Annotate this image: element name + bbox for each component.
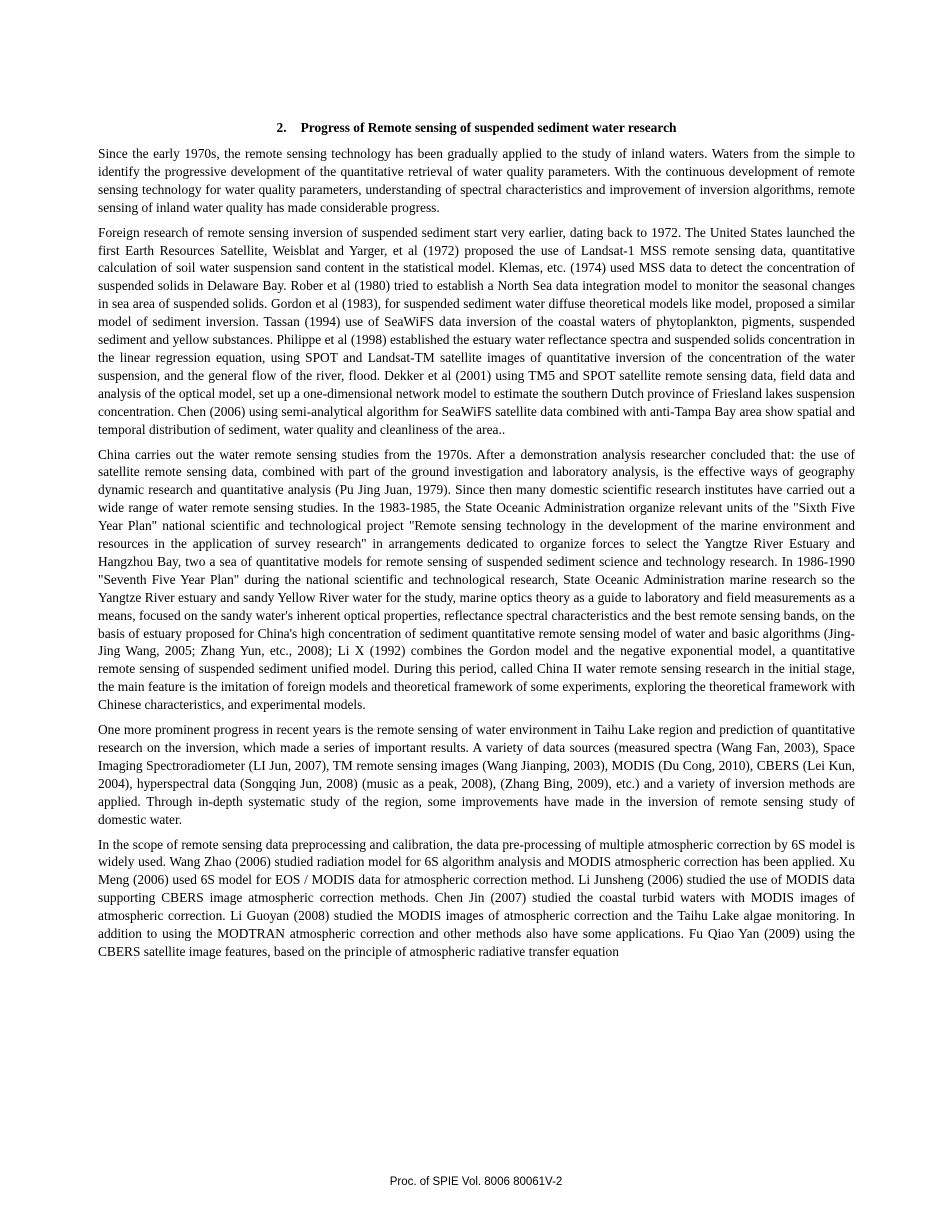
- paragraph-intro: Since the early 1970s, the remote sensing technology has been gradually applied to the study of inland waters. Waters from the simple to identify the progressive development of the quantitative retrieval of water quality parameters. With the continuous development of remote sensing technology for water quality parameters, understanding of spectral characteristics and improvement of inversion algorithms, remote sensing of inland water quality has made considerable progress.: [98, 146, 855, 215]
- page-body: [98, 119, 855, 968]
- paragraph-atmospheric-correction: In the scope of remote sensing data preprocessing and calibration, the data pre-processing of multiple atmospheric correction by 6S model is widely used. Wang Zhao (2006) studied radiation model for 6S algorithm analysis and MODIS atmospheric correction has been applied. Xu Meng (2006) used 6S model for EOS / MODIS data for atmospheric correction method. Li Junsheng (2006) studied the use of MODIS data supporting CBERS image atmospheric correction methods. Chen Jin (2007) studied the coastal turbid waters with MODIS images of atmospheric correction. Li Guoyan (2008) studied the MODIS images of atmospheric correction and the Taihu Lake algae monitoring. In addition to using the MODTRAN atmospheric correction and other methods also have some applications. Fu Qiao Yan (2009) using the CBERS satellite image features, based on the principle of atmospheric radiative transfer equation: [98, 836, 855, 959]
- paragraph-china-research: China carries out the water remote sensing studies from the 1970s. After a demonstration analysis researcher concluded that: the use of satellite remote sensing data, combined with part of the ground investigation and laboratory analysis, is the effective ways of geography dynamic research and quantitative analysis (Pu Jing Juan, 1979). Since then many domestic scientific research institutes have carried out a wide range of water remote sensing studies. In the 1983-1985, the State Oceanic Administration organize relevant units of the "Sixth Five Year Plan" national scientific and technological project "Remote sensing technology in the development of the marine environment and resources in the application of survey research" in arrangements dedicated to organize forces to select the Yangtze River Estuary and Hangzhou Bay, two a sea of quantitative models for remote sensing of suspended sediment science and technology research. In 1986-1990 "Seventh Five Year Plan" during the national scientific and technological research, State Oceanic Administration marine research so the Yangtze River estuary and sandy Yellow River water for the study, marine optics theory as a guide to laboratory and field measurements as a means, focused on the sandy water's inherent optical properties, reflectance spectral characteristics and the best remote sensing bands, on the basis of estuary proposed for China's high concentration of sediment quantitative remote sensing model of water and basic algorithms (Jing-Jing Wang, 2005; Zhang Yun, etc., 2008); Li X (1992) combines the Gordon model and the negative exponential model, a quantitative remote sensing of suspended sediment unified model. During this period, called China II water remote sensing research in the initial stage, the main feature is the imitation of foreign models and theoretical framework of some experiments, exploring the theoretical framework with Chinese characteristics, and experimental models.: [98, 446, 855, 713]
- paragraph-foreign-research: Foreign research of remote sensing inversion of suspended sediment start very earlier, dating back to 1972. The United States launched the first Earth Resources Satellite, Weisblat and Yarger, et al (1972) proposed the use of Landsat-1 MSS remote sensing data, quantitative calculation of soil water suspension sand content in the statistical model. Klemas, etc. (1974) used MSS data to detect the concentration of suspended solids in Delaware Bay. Rober et al (1980) tried to establish a North Sea data integration model to monitor the seasonal changes in sea area of suspended solids. Gordon et al (1983), for suspended sediment water diffuse theoretical models like model, proposed a similar model of sediment inversion. Tassan (1994) use of SeaWiFS data inversion of the coastal waters of phytoplankton, pigments, suspended sediment and yellow substances. Philippe et al (1998) established the estuary water reflectance spectra and suspended solids concentration in the linear regression equation, using SPOT and Landsat-TM satellite images of quantitative inversion of the concentration of the water suspension, and the general flow of the river, flood. Dekker et al (2001) using TM5 and SPOT satellite remote sensing data, field data and analysis of the optical model, set up a one-dimensional network model to estimate the southern Dutch province of Friesland lakes suspension concentration. Chen (2006) using semi-analytical algorithm for SeaWiFS satellite data combined with anti-Tampa Bay area show spatial and temporal distribution of sediment, water quality and cleanliness of the area..: [98, 224, 855, 437]
- section-number: 2.: [276, 120, 287, 135]
- page-footer: Proc. of SPIE Vol. 8006 80061V-2: [389, 1176, 563, 1188]
- paragraph-taihu-progress: One more prominent progress in recent years is the remote sensing of water environment in Taihu Lake region and prediction of quantitative research on the inversion, which made a series of important results. A variety of data sources (measured spectra (Wang Fan, 2003), Space Imaging Spectroradiometer (LI Jun, 2007), TM remote sensing images (Wang Jianping, 2003), MODIS (Du Cong, 2010), CBERS (Lei Kun, 2004), hyperspectral data (Songqing Jun, 2008) (music as a peak, 2008), (Zhang Bing, 2009), etc.) and a variety of inversion methods are applied. Through in-depth systematic study of the region, some improvements have made in the inversion of remote sensing study of domestic water.: [98, 722, 855, 827]
- section-title: Progress of Remote sensing of suspended sediment water research: [300, 120, 677, 135]
- section-heading: [98, 119, 855, 136]
